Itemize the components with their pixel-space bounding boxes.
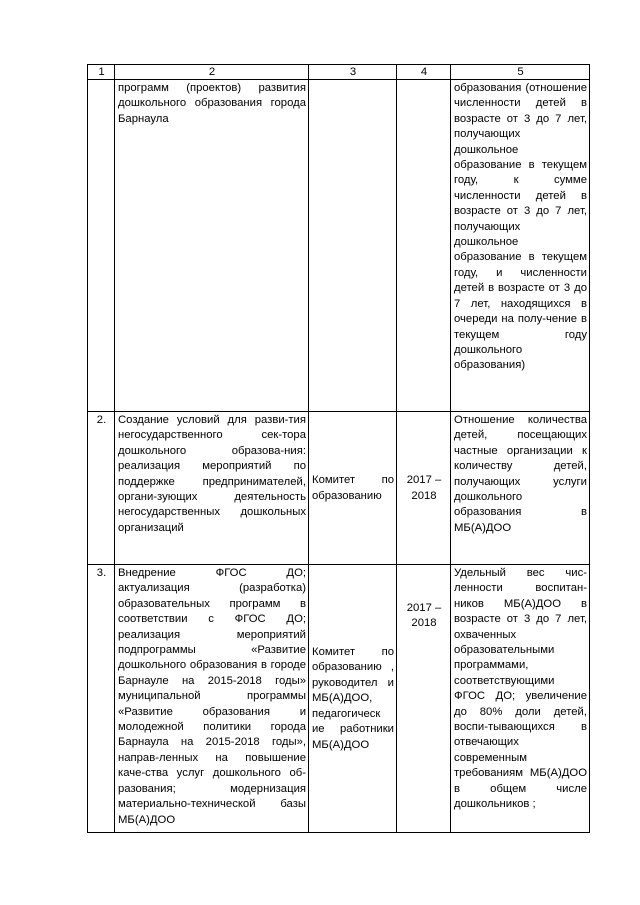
indicator-cell: Отношение количества детей, посещающих частные организации к количеству детей, получающих услуги дошкольного образования в МБ(А)ДОО — [451, 412, 590, 565]
indicator-cell: образования (отношение численности детей в возрасте от 3 до 7 лет, получающих дошкольное образование в текущем году, к сумме численности детей в возрасте от 3 до 7 лет, получающих дошкольное образование в текущем году, и численности детей в возрасте от 3 до 7 лет, находящихся в очереди на полу-чение в текущем году дошкольного образования) — [451, 80, 590, 412]
responsible-cell: Комитет по образованию — [309, 412, 397, 565]
period-cell: 2017 – 2018 — [397, 565, 451, 833]
row-number: 2. — [88, 412, 115, 565]
header-cell-5: 5 — [451, 65, 590, 80]
measure-cell: Создание условий для разви-тия негосударственного сек-тора дошкольного образова-ния: реализация мероприятий по поддержке предпринимателей, органи-зующих деятельность негосударственных дошкольных организаций — [115, 412, 309, 565]
indicator-cell: Удельный вес чис-ленности воспитан-ников МБ(А)ДОО в возрасте от 3 до 7 лет, охваченных образовательными программами, соответствующими ФГОС ДО; увеличение до 80% доли детей, воспи-тывающихся в отвечающих современным требованиям МБ(А)ДОО в общем числе дошкольников ; — [451, 565, 590, 833]
period-cell: 2017 – 2018 — [397, 412, 451, 565]
table-header-row — [88, 65, 590, 80]
table-row — [88, 565, 590, 833]
table-row — [88, 80, 590, 412]
measure-cell: Внедрение ФГОС ДО; актуализация (разработка) образовательных программ в соответствии с ФГОС ДО; реализация мероприятий подпрограммы «Развитие дошкольного образования в городе Барнауле на 2015-2018 годы» муниципальной программы «Развитие образования и молодежной политики города Барнаула на 2015-2018 годы», направ-ленных на повышение каче-ства услуг дошкольного об-разования; модернизация материально-технической базы МБ(А)ДОО — [115, 565, 309, 833]
header-cell-4: 4 — [397, 65, 451, 80]
responsible-cell — [309, 80, 397, 412]
period-cell — [397, 80, 451, 412]
document-table — [87, 64, 590, 833]
row-number — [88, 80, 115, 412]
measure-cell: программ (проектов) развития дошкольного образования города Барнаула — [115, 80, 309, 412]
header-cell-1: 1 — [88, 65, 115, 80]
table-row — [88, 412, 590, 565]
responsible-cell: Комитет по образованию , руководител и МБ(А)ДОО, педагогическ ие работники МБ(А)ДОО — [309, 565, 397, 833]
header-cell-2: 2 — [115, 65, 309, 80]
header-cell-3: 3 — [309, 65, 397, 80]
row-number: 3. — [88, 565, 115, 833]
